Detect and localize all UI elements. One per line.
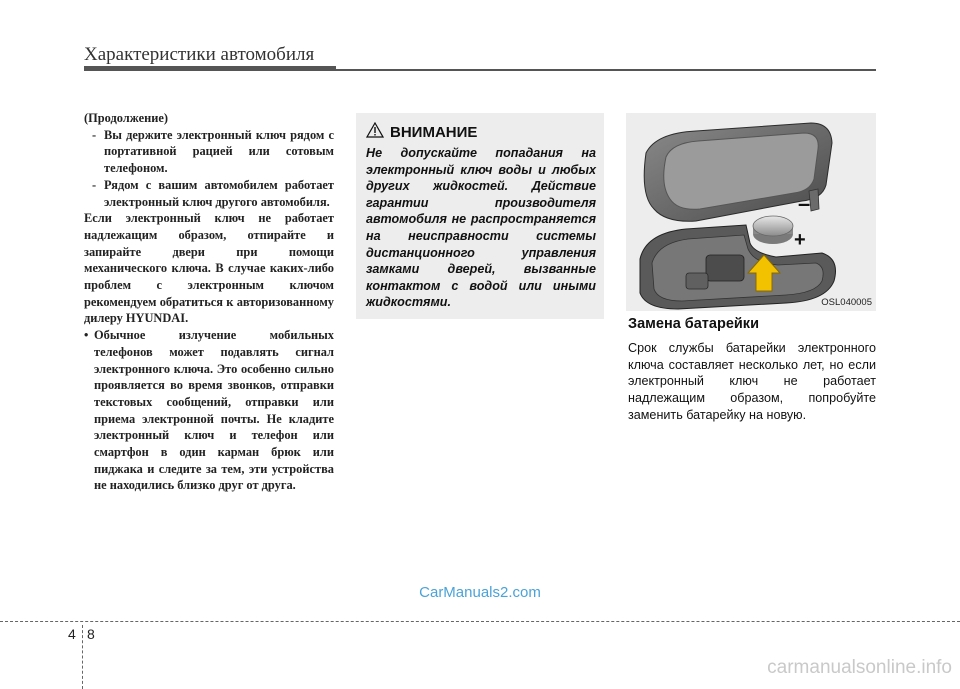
bullet-item (84, 327, 334, 494)
continuation-label: (Продолжение) (84, 111, 168, 125)
minus-sign: – (798, 191, 811, 216)
list-item-text: Рядом с вашим автомобилем работает электронный ключ другого автомобиля. (104, 177, 334, 209)
watermark-carmanualsonline: carmanualsonline.info (767, 657, 952, 678)
header-rule-thin (336, 69, 876, 71)
dash-mark: - (92, 177, 97, 192)
bullet-mark: • (84, 328, 89, 343)
warning-triangle-icon (366, 122, 384, 143)
header-rule-thick (84, 66, 336, 71)
battery-section-title: Замена батарейки (628, 316, 759, 332)
footer-rule (0, 621, 960, 622)
warning-header (366, 121, 596, 143)
smart-key-illustration (626, 113, 876, 311)
page-header-title: Характеристики автомобиля (84, 44, 315, 65)
battery-section-text: Срок службы батарейки электронного ключа составляет несколько лет, но если электронный ключ не работает надлежащим образом, попробуйте заменить батарейку на новую. (628, 341, 876, 422)
page-number: 8 (87, 626, 95, 642)
key-battery-figure (626, 113, 876, 311)
list-item (84, 177, 334, 210)
list-item (84, 127, 334, 177)
page-number-divider (82, 625, 83, 689)
plus-sign: + (794, 229, 806, 251)
warning-title: ВНИМАНИЕ (390, 123, 478, 141)
bullet-item-text: Обычное излучение мобильных телефонов может подавлять сигнал электронного ключа. Это особенно сильно проявляется во время звонков, отправки текстовых сообщений, отправки или приема электронной почты. Не кладите электронный ключ и телефон или смартфон в один карман брюк или пиджака и следите за тем, эти устройства не находились близко друг от друга. (94, 328, 334, 493)
list-item-text: Вы держите электронный ключ рядом с портативной рацией или сотовым телефоном. (104, 127, 334, 176)
dash-mark: - (92, 127, 97, 142)
figure-code: OSL040005 (821, 297, 872, 308)
watermark-carmanuals2: CarManuals2.com (419, 584, 541, 601)
warning-text: Не допускайте попадания на электронный ключ воды и любых других жидкостей. Действие гарантии производителя автомобиля не распространяется на неисправности системы дистанционного управления замками дверей, вызванные контактом с водой или иными жидкостями. (366, 146, 596, 310)
left-column (84, 110, 334, 494)
body-paragraph: Если электронный ключ не работает надлежащим образом, отпирайте и запирайте двери при помощи механического ключа. В случае каких-либо проблем с электронным ключом рекомендуем обратиться к авторизованному дилеру HYUNDAI. (84, 211, 334, 326)
warning-box (356, 113, 604, 319)
page-section-number: 4 (68, 626, 76, 642)
